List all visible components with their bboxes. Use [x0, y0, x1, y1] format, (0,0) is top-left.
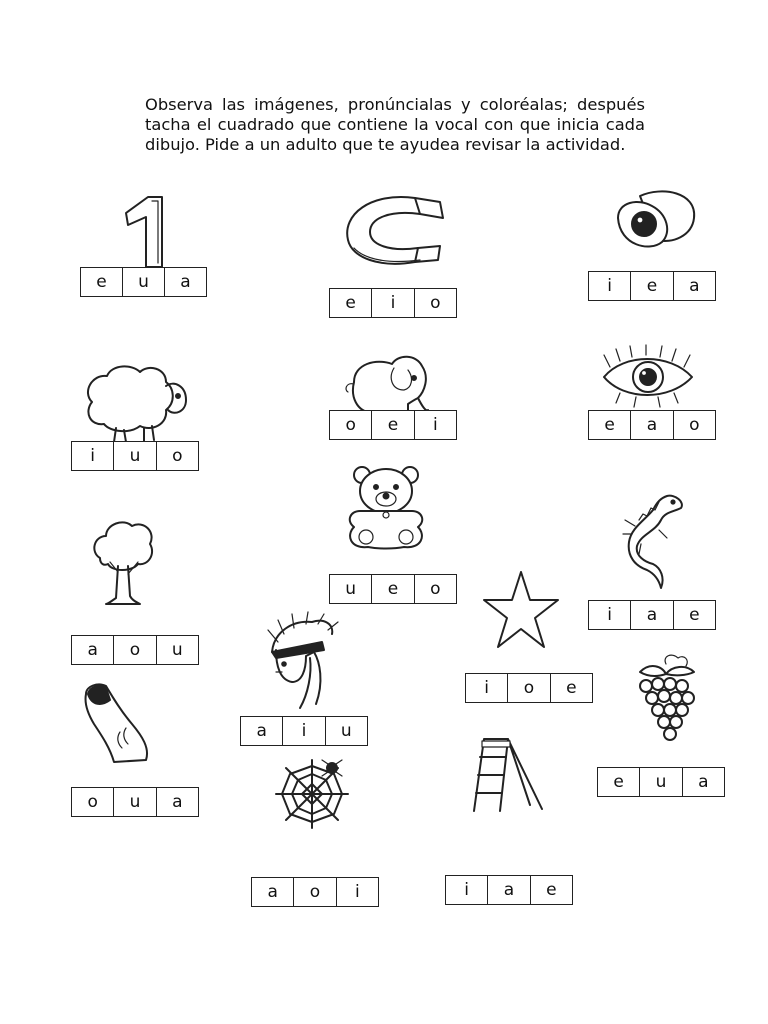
letter-option[interactable]: a	[630, 601, 672, 629]
spider-web-icon	[272, 758, 352, 830]
letter-box-10	[465, 673, 593, 703]
letter-box-9	[588, 600, 716, 630]
letter-option[interactable]: o	[507, 674, 549, 702]
number-one-icon	[118, 195, 170, 270]
letter-option[interactable]: e	[530, 876, 572, 904]
letter-option[interactable]: o	[293, 878, 335, 906]
letter-option[interactable]: e	[673, 601, 715, 629]
letter-option[interactable]: o	[345, 415, 356, 435]
letter-option[interactable]: u	[345, 579, 357, 599]
finger-nail-icon	[80, 682, 152, 764]
letter-option[interactable]: u	[325, 717, 367, 745]
letter-box-3	[588, 271, 716, 301]
letter-option[interactable]: i	[336, 878, 378, 906]
letter-box-7	[329, 574, 457, 604]
letter-box-4	[71, 441, 199, 471]
letter-option[interactable]: a	[87, 640, 98, 660]
letter-box-8	[71, 635, 199, 665]
star-icon	[483, 570, 559, 650]
letter-box-1	[80, 267, 207, 297]
letter-option[interactable]: i	[607, 605, 613, 625]
letter-option[interactable]: e	[371, 575, 413, 603]
letter-option[interactable]: u	[113, 442, 155, 470]
native-chief-icon	[262, 612, 340, 710]
letter-option[interactable]: o	[414, 289, 456, 317]
letter-box-12	[71, 787, 199, 817]
grapes-icon	[632, 652, 700, 747]
magnet-icon	[340, 190, 445, 270]
letter-option[interactable]: i	[90, 446, 96, 466]
letter-option[interactable]: a	[682, 768, 724, 796]
letter-option[interactable]: u	[156, 636, 198, 664]
letter-option[interactable]: o	[113, 636, 155, 664]
letter-option[interactable]: i	[484, 678, 490, 698]
letter-box-5	[329, 410, 457, 440]
letter-option[interactable]: i	[371, 289, 413, 317]
letter-box-13	[597, 767, 725, 797]
letter-box-14	[251, 877, 379, 907]
eye-icon	[600, 345, 695, 407]
letter-option[interactable]: o	[87, 792, 98, 812]
instructions-line-1: Observa las imágenes, pronúncialas y coloréalas; después	[145, 95, 645, 114]
letter-option[interactable]: a	[256, 721, 267, 741]
letter-option[interactable]: a	[487, 876, 529, 904]
letter-option[interactable]: u	[122, 268, 164, 296]
letter-option[interactable]: a	[164, 268, 206, 296]
bear-icon	[342, 465, 430, 550]
tree-icon	[90, 518, 156, 606]
letter-option[interactable]: e	[613, 772, 624, 792]
letter-option[interactable]: u	[113, 788, 155, 816]
letter-option[interactable]: a	[673, 272, 715, 300]
letter-option[interactable]: e	[604, 415, 615, 435]
letter-option[interactable]: o	[414, 575, 456, 603]
letter-option[interactable]: o	[673, 411, 715, 439]
instructions-line-3: dibujo. Pide a un adulto que te ayudea revisar la actividad.	[145, 135, 626, 154]
letter-option[interactable]: i	[414, 411, 456, 439]
letter-box-6	[588, 410, 716, 440]
letter-option[interactable]: i	[282, 717, 324, 745]
sheep-icon	[82, 362, 192, 444]
avocado-icon	[612, 188, 697, 253]
letter-option[interactable]: e	[96, 272, 107, 292]
letter-box-2	[329, 288, 457, 318]
ladder-icon	[470, 735, 552, 813]
letter-option[interactable]: e	[371, 411, 413, 439]
letter-option[interactable]: i	[464, 880, 470, 900]
letter-box-15	[445, 875, 573, 905]
letter-option[interactable]: e	[550, 674, 592, 702]
letter-option[interactable]: a	[156, 788, 198, 816]
letter-option[interactable]: u	[639, 768, 681, 796]
letter-option[interactable]: a	[630, 411, 672, 439]
iguana-icon	[615, 490, 687, 590]
letter-box-11	[240, 716, 368, 746]
letter-option[interactable]: o	[156, 442, 198, 470]
letter-option[interactable]: i	[607, 276, 613, 296]
instructions-line-2: tacha el cuadrado que contiene la vocal con que inicia cada	[145, 115, 645, 134]
instructions-text	[145, 95, 645, 155]
letter-option[interactable]: a	[267, 882, 278, 902]
letter-option[interactable]: e	[345, 293, 356, 313]
letter-option[interactable]: e	[630, 272, 672, 300]
